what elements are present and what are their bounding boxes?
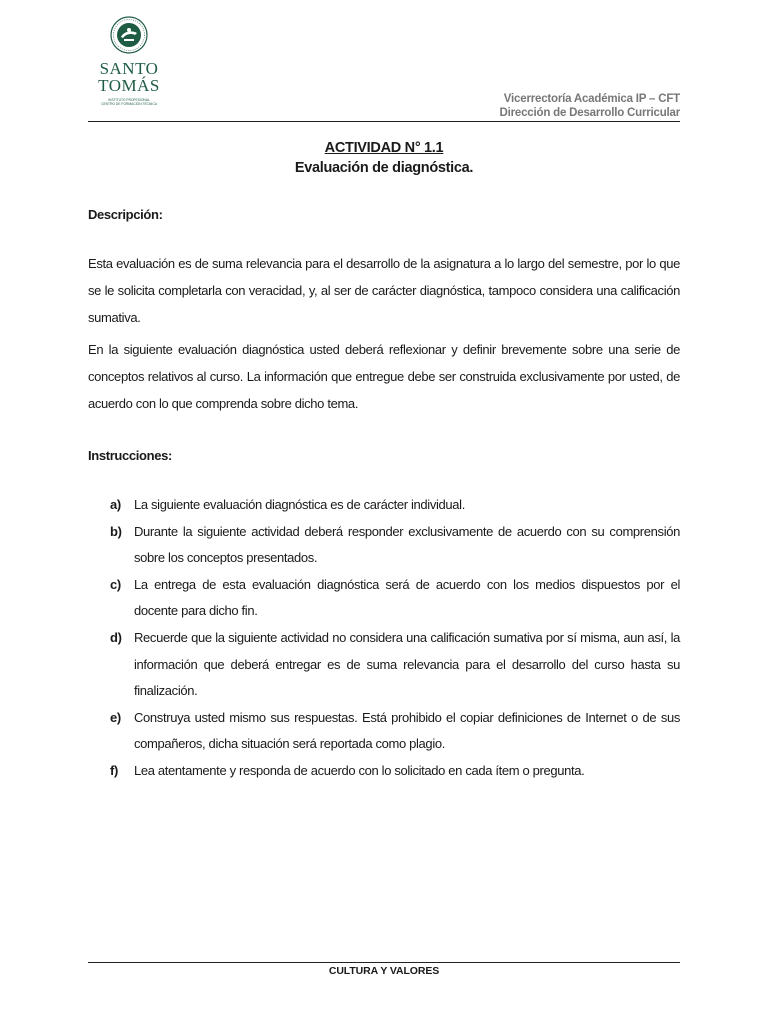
list-marker: e) [110, 709, 121, 725]
activity-subtitle: Evaluación de diagnóstica. [294, 160, 474, 176]
logo-tagline2: CENTRO DE FORMACIÓN TÉCNICA [101, 102, 157, 106]
footer-text: CULTURA Y VALORES [328, 965, 440, 977]
list-item-text: La siguiente evaluación diagnóstica es de carácter individual. [134, 497, 465, 512]
description-paragraph-2: En la siguiente evaluación diagnóstica usted deberá reflexionar y definir brevemente sobre una serie de conceptos relativos al curso. La información que entregue debe ser construida exclusivamente por usted, de acuerdo con lo que comprenda sobre dicho tema. [88, 342, 680, 411]
instructions-list [88, 492, 680, 785]
description-paragraph-1: Esta evaluación es de suma relevancia para el desarrollo de la asignatura a lo largo del semestre, por lo que se le solicita completarla con veracidad, y, al ser de carácter diagnóstica, tampoco considera una calificación sumativa. [88, 256, 680, 325]
list-item [88, 519, 680, 572]
list-marker: f) [110, 762, 118, 778]
list-item [88, 758, 680, 785]
list-item [88, 572, 680, 625]
list-marker: d) [110, 629, 122, 645]
document-title [0, 138, 768, 178]
logo-line2: TOMÁS [98, 76, 160, 95]
footer-divider [88, 962, 680, 963]
logo-tagline1: INSTITUTO PROFESIONAL [108, 98, 150, 102]
list-item-text: Lea atentamente y responda de acuerdo con lo solicitado en cada ítem o pregunta. [134, 762, 585, 778]
list-item [88, 705, 680, 758]
list-marker: b) [110, 523, 122, 539]
list-item-text: Durante la siguiente actividad deberá responder exclusivamente de acuerdo con su comprensión sobre los conceptos presentados. [134, 523, 680, 566]
description-heading: Descripción: [88, 207, 163, 222]
activity-title: ACTIVIDAD N° 1.1 [324, 140, 444, 156]
header-org-line2: Dirección de Desarrollo Curricular [499, 107, 680, 119]
instructions-heading: Instrucciones: [88, 448, 172, 463]
list-item-text: Construya usted mismo sus respuestas. Está prohibido el copiar definiciones de Internet o de sus compañeros, dicha situación será reportada como plagio. [134, 709, 680, 752]
document-body [88, 206, 680, 785]
list-marker: c) [110, 576, 121, 592]
header-divider [88, 121, 680, 122]
crest-icon [110, 16, 148, 54]
list-item-text: La entrega de esta evaluación diagnóstica será de acuerdo con los medios dispuestos por el docente para dicho fin. [134, 576, 680, 619]
list-item [88, 492, 680, 519]
list-item-text: Recuerde que la siguiente actividad no considera una calificación sumativa por sí misma, aun así, la información que deberá entregar es de suma relevancia para el desarrollo del curso hasta su finalización. [134, 629, 680, 699]
institution-logo [96, 16, 162, 106]
logo-line1: SANTO [99, 59, 159, 78]
header-organization [500, 92, 680, 120]
list-marker: a) [110, 497, 121, 512]
header-org-line1: Vicerrectoría Académica IP – CFT [503, 93, 680, 105]
list-item [88, 625, 680, 705]
